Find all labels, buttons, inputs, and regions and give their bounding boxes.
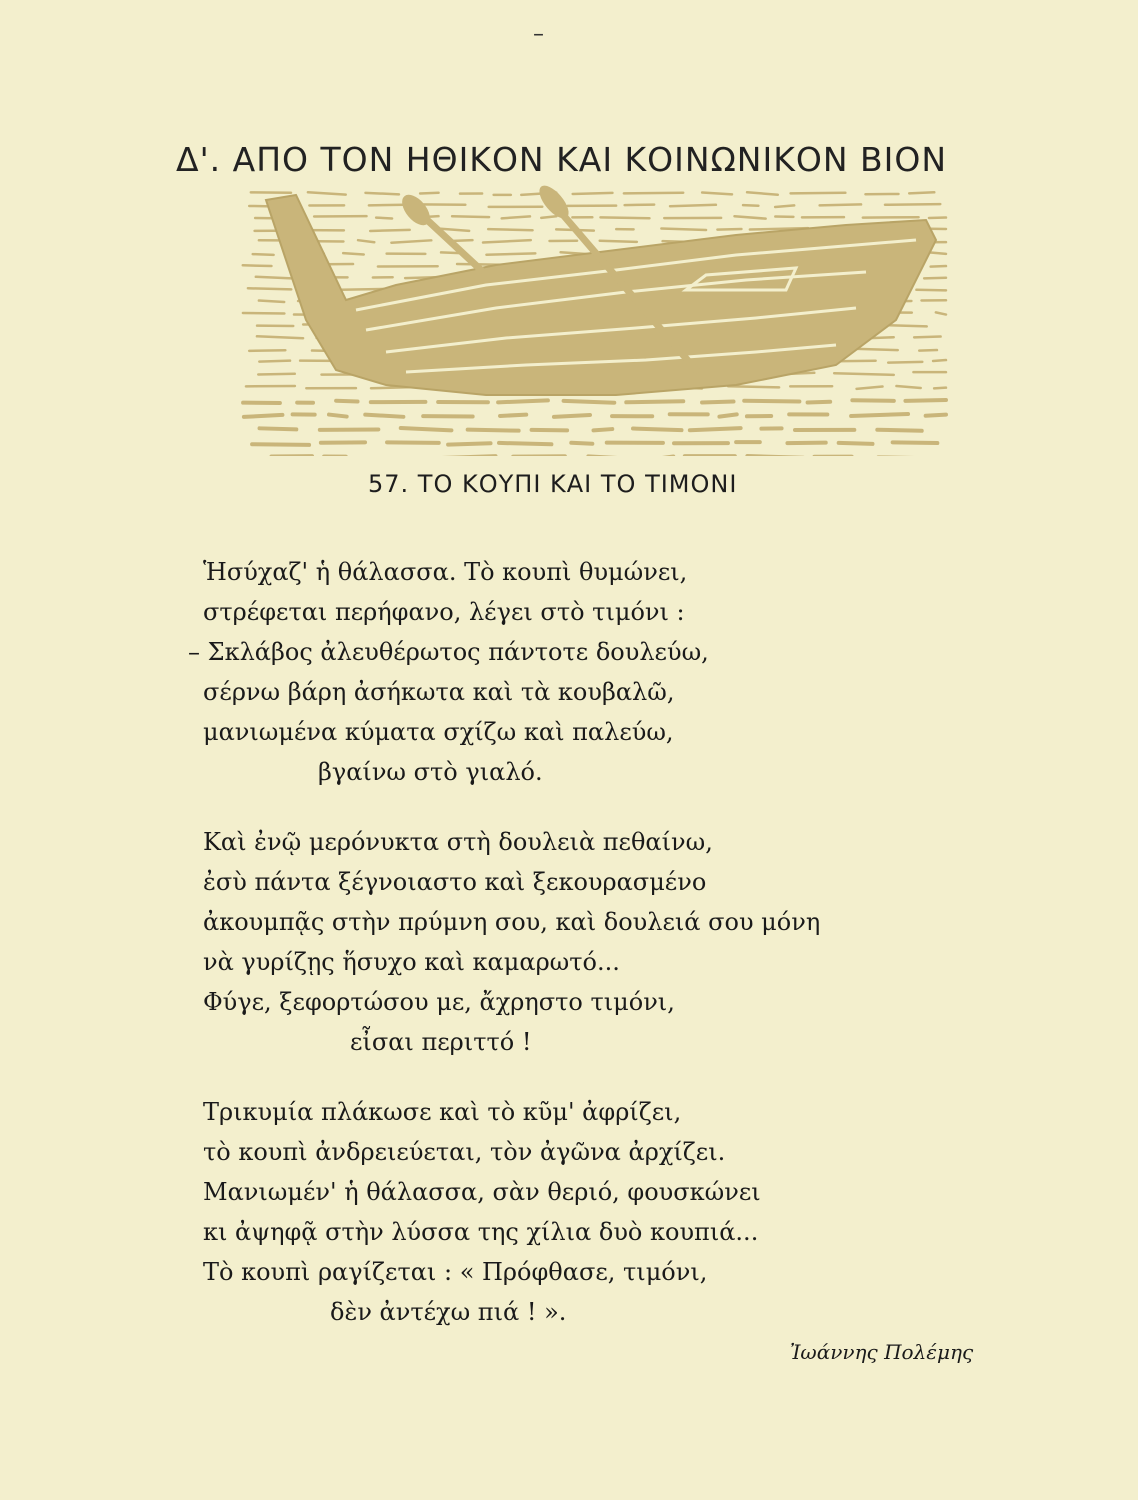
water-stroke (593, 429, 612, 430)
water-stroke (926, 415, 946, 416)
water-stroke (452, 216, 489, 217)
water-stroke (243, 265, 272, 266)
water-stroke (851, 414, 908, 416)
water-stroke (820, 204, 861, 205)
water-stroke (747, 192, 778, 195)
water-stroke (889, 325, 927, 326)
poem-line: μανιωμένα κύματα σχίζω καὶ παλεύω, (203, 718, 674, 746)
rowboat-woodcut-illustration (236, 180, 950, 456)
water-stroke (600, 217, 649, 218)
water-stroke (564, 401, 615, 403)
water-stroke (885, 204, 940, 205)
poem-line: Καὶ ἐνῷ μερόνυκτα στὴ δουλειὰ πεθαίνω, (203, 828, 713, 856)
water-stroke (791, 193, 846, 194)
water-stroke (936, 312, 946, 314)
water-stroke (358, 240, 374, 242)
water-stroke (924, 278, 946, 279)
poem-line: – Σκλάβος ἀλευθέρωτος πάντοτε δουλεύω, (188, 638, 709, 666)
water-stroke (690, 428, 741, 430)
water-stroke (500, 415, 526, 416)
water-stroke (624, 193, 683, 194)
water-stroke (486, 253, 535, 254)
water-stroke (571, 443, 592, 444)
poem-line: Τὸ κουπὶ ραγίζεται : « Πρόφθασε, τιμόνι, (203, 1258, 708, 1286)
water-stroke (717, 229, 741, 230)
water-stroke (541, 216, 556, 218)
water-stroke (931, 266, 946, 267)
water-stroke (573, 193, 613, 194)
page-mark: – (533, 22, 544, 47)
water-stroke (877, 430, 921, 431)
water-stroke (734, 216, 765, 218)
water-stroke (308, 192, 346, 194)
water-stroke (719, 414, 736, 416)
water-stroke (244, 415, 283, 417)
water-stroke (702, 402, 733, 403)
water-stroke (258, 374, 295, 375)
water-stroke (888, 362, 922, 363)
water-stroke (896, 386, 920, 388)
water-stroke (633, 429, 681, 431)
water-stroke (661, 228, 706, 230)
water-stroke (834, 373, 894, 375)
poem-line: σέρνω βάρη ἀσήκωτα καὶ τὰ κουβαλῶ, (203, 678, 675, 706)
water-stroke (256, 277, 292, 279)
poem-line: εἶσαι περιττό ! (350, 1028, 532, 1056)
water-stroke (259, 301, 284, 302)
water-stroke (249, 350, 285, 351)
poem-line: νὰ γυρίζῃς ἥσυχο καὶ καμαρωτό... (203, 948, 620, 976)
poem-line: ἐσὺ πάντα ξέγνοιαστο καὶ ξεκουρασμένο (203, 868, 707, 896)
poem-line: στρέφεται περήφανο, λέγει στὸ τιμόνι : (203, 598, 685, 626)
water-stroke (365, 415, 403, 417)
poem-line: τὸ κουπὶ ἀνδρειεύεται, τὸν ἀγῶνα ἀρχίζει. (203, 1138, 726, 1166)
water-stroke (370, 230, 410, 231)
water-stroke (259, 361, 290, 362)
water-stroke (502, 216, 530, 218)
poem-title: 57. ΤΟ ΚΟΥΠΙ ΚΑΙ ΤΟ ΤΙΜΟΝΙ (368, 470, 738, 498)
water-stroke (488, 229, 532, 230)
water-stroke (253, 254, 274, 255)
water-stroke (909, 192, 934, 193)
water-stroke (343, 253, 364, 254)
water-stroke (376, 218, 392, 219)
water-stroke (914, 337, 940, 338)
water-stroke (728, 386, 779, 387)
water-stroke (248, 288, 291, 289)
water-stroke (329, 415, 347, 417)
water-stroke (448, 443, 490, 444)
poem-line: Μανιωμέν' ἡ θάλασσα, σὰν θεριό, φουσκώνει (203, 1178, 761, 1206)
poem-line: Τρικυμία πλάκωσε καὶ τὸ κῦμ' ἀφρίζει, (203, 1098, 682, 1126)
water-stroke (420, 193, 438, 194)
poem-line: Ἡσύχαζ' ἡ θάλασσα. Τὸ κουπὶ θυμώνει, (203, 558, 688, 586)
poem-author: Ἰωάννης Πολέμης (790, 1340, 974, 1364)
water-stroke (336, 401, 357, 402)
water-stroke (498, 400, 548, 402)
water-stroke (839, 443, 873, 444)
poem-line: ἀκουμπᾷς στὴν πρύμνη σου, καὶ δουλειά σου μόνη (203, 908, 821, 936)
water-stroke (702, 192, 732, 194)
water-stroke (468, 430, 519, 431)
water-stroke (919, 350, 937, 351)
water-stroke (260, 428, 297, 429)
water-stroke (852, 400, 893, 401)
water-stroke (626, 401, 683, 402)
water-stroke (743, 205, 758, 206)
water-stroke (257, 336, 303, 338)
water-stroke (391, 240, 431, 242)
poem-line: κι ἀψηφᾷ στὴν λύσσα της χίλια δυὸ κουπιά... (203, 1218, 759, 1246)
water-stroke (744, 401, 799, 402)
water-stroke (483, 240, 531, 242)
water-stroke (499, 443, 551, 444)
section-header: Δ'. ΑΠΟ ΤΟΝ ΗΘΙΚΟΝ ΚΑΙ ΚΟΙΝΩΝΙΚΟΝ ΒΙΟΝ (176, 140, 948, 179)
poem-line: Φύγε, ξεφορτώσου με, ἄχρηστο τιμόνι, (203, 988, 675, 1016)
oar-blades (397, 181, 574, 230)
water-stroke (252, 444, 309, 445)
water-stroke (934, 388, 946, 389)
water-stroke (365, 193, 398, 194)
water-stroke (916, 290, 946, 291)
water-stroke (775, 205, 794, 207)
water-stroke (808, 402, 831, 403)
water-stroke (933, 360, 946, 361)
water-stroke (387, 442, 439, 443)
water-stroke (670, 205, 716, 206)
water-stroke (600, 241, 637, 242)
poem-line: βγαίνω στὸ γιαλό. (318, 758, 543, 786)
water-stroke (857, 386, 883, 388)
water-stroke (554, 415, 590, 417)
water-stroke (893, 442, 938, 443)
poem-line: δὲν ἀντέχω πιά ! ». (330, 1298, 567, 1326)
water-stroke (243, 313, 285, 314)
water-stroke (905, 400, 946, 401)
water-stroke (369, 205, 404, 206)
water-stroke (401, 428, 452, 430)
